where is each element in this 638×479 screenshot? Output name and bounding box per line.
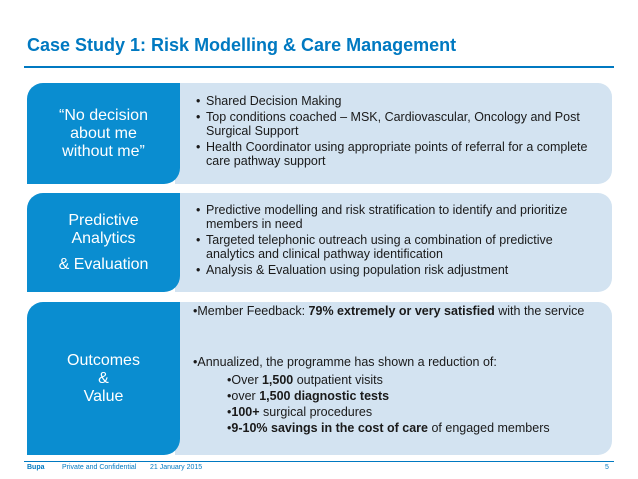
row-1-bullets	[196, 94, 596, 170]
row-1-label-line: “No decision	[59, 106, 148, 124]
row-3-label-line: &	[98, 369, 109, 387]
row-1-label-line: without me”	[62, 142, 145, 160]
row-3-label-line: Value	[83, 387, 124, 405]
bullet-item: • Health Coordinator using appropriate points of referral for a complete care pathway support	[196, 140, 596, 168]
slide-title: Case Study 1: Risk Modelling & Care Management	[27, 35, 457, 55]
row-2-bullets	[196, 203, 596, 279]
row-1-label-tile	[27, 83, 180, 184]
feedback-prefix: •Member Feedback:	[193, 304, 309, 318]
bullet-item: • Analysis & Evaluation using population risk adjustment	[196, 263, 596, 277]
page-number: 5	[605, 464, 609, 471]
footer-confidential: Private and Confidential	[62, 464, 137, 471]
row-3-label-tile	[27, 302, 180, 455]
reduction-item: •100+ surgical procedures	[227, 405, 373, 419]
row-1-label-line: about me	[70, 124, 137, 142]
footer-divider	[24, 461, 614, 462]
row-2-label-line: & Evaluation	[58, 255, 149, 273]
feedback-suffix: with the service	[494, 304, 585, 318]
row-2-label-tile	[27, 193, 180, 292]
bullet-item: • Top conditions coached – MSK, Cardiovascular, Oncology and Post Surgical Support	[196, 110, 596, 138]
row-3-label-line: Outcomes	[67, 351, 140, 369]
reduction-item: •over 1,500 diagnostic tests	[227, 389, 390, 403]
feedback-highlight: 79% extremely or very satisfied	[308, 304, 495, 318]
annualized-intro: •Annualized, the programme has shown a reduction of:	[193, 355, 497, 369]
title-divider	[24, 66, 614, 68]
bullet-item: • Targeted telephonic outreach using a combination of predictive analytics and clinical pathway identification	[196, 233, 596, 261]
reduction-list	[227, 373, 587, 437]
reduction-item: •9-10% savings in the cost of care of engaged members	[227, 421, 550, 435]
footer-brand: Bupa	[27, 464, 45, 471]
row-2-label-line: Predictive	[68, 211, 139, 229]
row-2-label-line: Analytics	[71, 229, 136, 247]
bullet-item: • Predictive modelling and risk stratification to identify and prioritize members in need	[196, 203, 596, 231]
footer-date: 21 January 2015	[150, 464, 203, 471]
member-feedback	[193, 304, 593, 318]
bullet-item: • Shared Decision Making	[196, 94, 596, 108]
reduction-item: •Over 1,500 outpatient visits	[227, 373, 383, 387]
